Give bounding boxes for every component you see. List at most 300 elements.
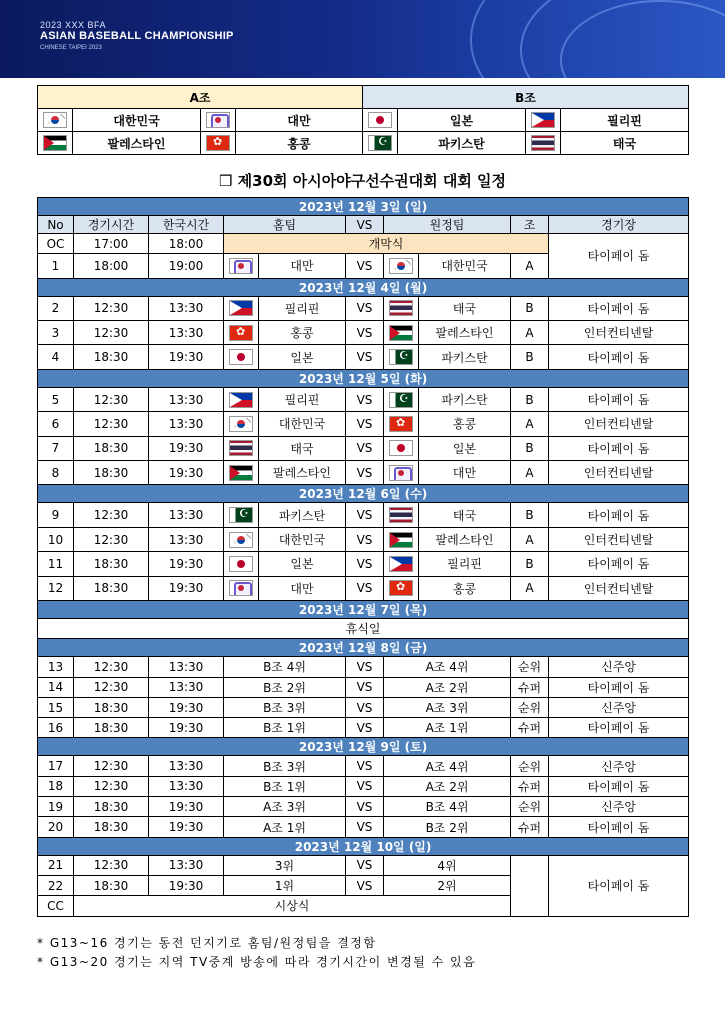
home-team: 3위 xyxy=(224,855,346,875)
game-time: 12:30 xyxy=(74,855,149,875)
game-no: 9 xyxy=(38,503,74,527)
away-team: 홍콩 xyxy=(419,412,511,436)
home-team: 대한민국 xyxy=(259,527,346,551)
ps-flag-icon xyxy=(43,135,67,151)
game-time: 18:30 xyxy=(74,436,149,460)
korea-time: 13:30 xyxy=(149,657,224,677)
game-venue: 인터컨티넨탈 xyxy=(549,412,689,436)
col-vs: VS xyxy=(346,216,384,234)
home-team: 홍콩 xyxy=(259,321,346,345)
vs-label: VS xyxy=(346,697,384,717)
away-team: A조 2위 xyxy=(384,776,511,796)
note-1: * G13~16 경기는 동전 던지기로 홈팀/원정팀을 결정함 xyxy=(37,936,377,950)
vs-label: VS xyxy=(346,657,384,677)
th-flag-icon xyxy=(531,135,555,151)
away-team: A조 1위 xyxy=(384,718,511,738)
flag-cell xyxy=(224,296,259,320)
game-no: 16 xyxy=(38,718,74,738)
header-banner xyxy=(0,0,725,78)
jp-flag-icon xyxy=(229,349,253,365)
flag-cell xyxy=(224,503,259,527)
group-table xyxy=(37,85,689,155)
kr-flag-icon xyxy=(389,258,413,274)
flag-cell xyxy=(224,576,259,600)
vs-label: VS xyxy=(346,677,384,697)
day-header: 2023년 12월 9일 (토) xyxy=(38,738,689,756)
game-row xyxy=(38,797,689,817)
away-team: 2위 xyxy=(384,875,511,895)
game-no: 1 xyxy=(38,254,74,278)
game-time: 12:30 xyxy=(74,387,149,411)
day-header-row xyxy=(38,278,689,296)
game-venue: 타이페이 돔 xyxy=(549,503,689,527)
game-no: 15 xyxy=(38,697,74,717)
korea-time: 19:30 xyxy=(149,552,224,576)
vs-label: VS xyxy=(346,756,384,776)
game-no: 17 xyxy=(38,756,74,776)
banner-year: 2023 XXX BFA xyxy=(40,20,107,30)
rest-row xyxy=(38,618,689,638)
game-venue: 타이페이 돔 xyxy=(549,776,689,796)
day-header-row xyxy=(38,738,689,756)
game-group: B xyxy=(511,345,549,369)
day-header: 2023년 12월 4일 (월) xyxy=(38,278,689,296)
ps-flag-icon xyxy=(389,325,413,341)
game-row xyxy=(38,527,689,551)
game-time: 18:30 xyxy=(74,697,149,717)
game-venue: 타이페이 돔 xyxy=(549,296,689,320)
game-no: 10 xyxy=(38,527,74,551)
game-venue: 신주앙 xyxy=(549,697,689,717)
flag-cell xyxy=(384,436,419,460)
col-game-time: 경기시간 xyxy=(74,216,149,234)
game-venue: 타이페이 돔 xyxy=(549,345,689,369)
day-header: 2023년 12월 5일 (화) xyxy=(38,369,689,387)
day-header-row xyxy=(38,198,689,216)
korea-time: 19:00 xyxy=(149,254,224,278)
away-team: 필리핀 xyxy=(419,552,511,576)
kr-flag-icon xyxy=(229,532,253,548)
korea-time: 13:30 xyxy=(149,387,224,411)
game-no: 22 xyxy=(38,875,74,895)
game-no: 21 xyxy=(38,855,74,875)
game-time: 12:30 xyxy=(74,677,149,697)
flag-cell xyxy=(384,387,419,411)
korea-time: 13:30 xyxy=(149,296,224,320)
home-team: 일본 xyxy=(259,552,346,576)
game-no: 11 xyxy=(38,552,74,576)
group-team-name: 파키스탄 xyxy=(398,132,526,155)
game-time: 17:00 xyxy=(74,234,149,254)
flag-cell xyxy=(384,321,419,345)
pk-flag-icon xyxy=(389,392,413,408)
game-venue: 타이페이 돔 xyxy=(549,552,689,576)
game-venue: 타이페이 돔 xyxy=(549,817,689,837)
game-row xyxy=(38,387,689,411)
home-team: 1위 xyxy=(224,875,346,895)
group-team-name: 홍콩 xyxy=(236,132,363,155)
game-group: 슈퍼 xyxy=(511,718,549,738)
banner-subtitle: CHINESE TAIPEI 2023 xyxy=(40,45,102,51)
away-team: 4위 xyxy=(384,855,511,875)
game-time: 18:30 xyxy=(74,718,149,738)
th-flag-icon xyxy=(229,440,253,456)
flag-cell xyxy=(224,461,259,485)
opening-row xyxy=(38,234,689,254)
flag-cell xyxy=(384,461,419,485)
note-2: * G13~20 경기는 지역 TV중계 방송에 따라 경기시간이 변경될 수 있음 xyxy=(37,955,477,969)
hk-flag-icon xyxy=(206,135,230,151)
away-team: A조 4위 xyxy=(384,756,511,776)
game-time: 18:30 xyxy=(74,461,149,485)
game-group: A xyxy=(511,527,549,551)
game-group: B xyxy=(511,436,549,460)
game-no: 6 xyxy=(38,412,74,436)
away-team: B조 4위 xyxy=(384,797,511,817)
flag-cell xyxy=(38,109,73,132)
jp-flag-icon xyxy=(389,440,413,456)
game-time: 18:30 xyxy=(74,797,149,817)
away-team: A조 3위 xyxy=(384,697,511,717)
game-row xyxy=(38,461,689,485)
group-team-name: 필리핀 xyxy=(561,109,689,132)
day-header-row xyxy=(38,837,689,855)
game-no: 8 xyxy=(38,461,74,485)
day-header-row xyxy=(38,600,689,618)
game-group xyxy=(511,855,549,916)
game-group: B xyxy=(511,552,549,576)
vs-label: VS xyxy=(346,855,384,875)
korea-time: 19:30 xyxy=(149,461,224,485)
game-row xyxy=(38,756,689,776)
vs-label: VS xyxy=(346,527,384,551)
game-no: 14 xyxy=(38,677,74,697)
korea-time: 13:30 xyxy=(149,855,224,875)
group-b-label: B조 xyxy=(363,86,689,109)
korea-time: 19:30 xyxy=(149,797,224,817)
away-team: 대만 xyxy=(419,461,511,485)
game-group: 순위 xyxy=(511,697,549,717)
korea-time: 19:30 xyxy=(149,697,224,717)
game-no: CC xyxy=(38,896,74,916)
vs-label: VS xyxy=(346,503,384,527)
kr-flag-icon xyxy=(229,416,253,432)
day-header: 2023년 12월 8일 (금) xyxy=(38,639,689,657)
vs-label: VS xyxy=(346,254,384,278)
jp-flag-icon xyxy=(368,112,392,128)
game-no: OC xyxy=(38,234,74,254)
game-group: B xyxy=(511,503,549,527)
vs-label: VS xyxy=(346,387,384,411)
closing-ceremony: 시상식 xyxy=(74,896,511,916)
home-team: 파키스탄 xyxy=(259,503,346,527)
korea-time: 13:30 xyxy=(149,756,224,776)
kr-flag-icon xyxy=(43,112,67,128)
th-flag-icon xyxy=(389,300,413,316)
game-row xyxy=(38,657,689,677)
flag-cell xyxy=(384,576,419,600)
flag-cell xyxy=(384,412,419,436)
game-time: 12:30 xyxy=(74,527,149,551)
away-team: 팔레스타인 xyxy=(419,527,511,551)
game-group: 슈퍼 xyxy=(511,817,549,837)
game-time: 12:30 xyxy=(74,321,149,345)
game-venue: 타이페이 돔 xyxy=(549,677,689,697)
flag-cell xyxy=(224,552,259,576)
hk-flag-icon xyxy=(229,325,253,341)
game-row xyxy=(38,436,689,460)
ps-flag-icon xyxy=(389,532,413,548)
hk-flag-icon xyxy=(389,416,413,432)
col-home: 홈팀 xyxy=(224,216,346,234)
game-time: 18:30 xyxy=(74,552,149,576)
home-team: B조 4위 xyxy=(224,657,346,677)
day-header-row xyxy=(38,639,689,657)
game-venue: 타이페이 돔 xyxy=(549,436,689,460)
home-team: B조 1위 xyxy=(224,776,346,796)
flag-cell xyxy=(201,109,236,132)
game-venue: 타이페이 돔 xyxy=(549,855,689,916)
tw-flag-icon xyxy=(206,112,230,128)
flag-cell xyxy=(224,436,259,460)
col-no: No xyxy=(38,216,74,234)
away-team: 홍콩 xyxy=(419,576,511,600)
away-team: A조 2위 xyxy=(384,677,511,697)
vs-label: VS xyxy=(346,345,384,369)
game-no: 3 xyxy=(38,321,74,345)
korea-time: 19:30 xyxy=(149,875,224,895)
day-header: 2023년 12월 3일 (일) xyxy=(38,198,689,216)
group-team-name: 대한민국 xyxy=(73,109,201,132)
game-time: 12:30 xyxy=(74,657,149,677)
home-team: B조 1위 xyxy=(224,718,346,738)
flag-cell xyxy=(224,321,259,345)
home-team: A조 3위 xyxy=(224,797,346,817)
away-team: A조 4위 xyxy=(384,657,511,677)
schedule-table xyxy=(37,197,689,917)
game-time: 12:30 xyxy=(74,756,149,776)
game-group: 슈퍼 xyxy=(511,776,549,796)
korea-time: 13:30 xyxy=(149,527,224,551)
game-venue: 타이페이 돔 xyxy=(549,234,689,279)
vs-label: VS xyxy=(346,797,384,817)
game-group: A xyxy=(511,412,549,436)
game-venue: 타이페이 돔 xyxy=(549,387,689,411)
home-team: 대한민국 xyxy=(259,412,346,436)
game-time: 12:30 xyxy=(74,776,149,796)
game-venue: 신주앙 xyxy=(549,657,689,677)
game-no: 12 xyxy=(38,576,74,600)
home-team: 팔레스타인 xyxy=(259,461,346,485)
home-team: B조 2위 xyxy=(224,677,346,697)
flag-cell xyxy=(384,552,419,576)
group-team-name: 태국 xyxy=(561,132,689,155)
home-team: 일본 xyxy=(259,345,346,369)
away-team: 일본 xyxy=(419,436,511,460)
vs-label: VS xyxy=(346,296,384,320)
game-venue: 신주앙 xyxy=(549,797,689,817)
game-time: 18:30 xyxy=(74,345,149,369)
game-group: B xyxy=(511,387,549,411)
korea-time: 13:30 xyxy=(149,677,224,697)
away-team: 파키스탄 xyxy=(419,387,511,411)
home-team: 필리핀 xyxy=(259,296,346,320)
vs-label: VS xyxy=(346,412,384,436)
game-group: 슈퍼 xyxy=(511,677,549,697)
flag-cell xyxy=(526,132,561,155)
tw-flag-icon xyxy=(229,580,253,596)
game-time: 12:30 xyxy=(74,412,149,436)
game-group: B xyxy=(511,296,549,320)
vs-label: VS xyxy=(346,552,384,576)
game-no: 19 xyxy=(38,797,74,817)
vs-label: VS xyxy=(346,875,384,895)
ph-flag-icon xyxy=(229,300,253,316)
korea-time: 13:30 xyxy=(149,776,224,796)
tw-flag-icon xyxy=(229,258,253,274)
rest-day: 휴식일 xyxy=(38,618,689,638)
game-venue: 인터컨티넨탈 xyxy=(549,321,689,345)
game-row xyxy=(38,345,689,369)
game-row xyxy=(38,677,689,697)
game-row xyxy=(38,296,689,320)
game-venue: 타이페이 돔 xyxy=(549,718,689,738)
ps-flag-icon xyxy=(229,465,253,481)
korea-time: 19:30 xyxy=(149,436,224,460)
flag-cell xyxy=(224,412,259,436)
away-team: B조 2위 xyxy=(384,817,511,837)
flag-cell xyxy=(201,132,236,155)
vs-label: VS xyxy=(346,576,384,600)
day-header-row xyxy=(38,485,689,503)
vs-label: VS xyxy=(346,436,384,460)
korea-time: 19:30 xyxy=(149,345,224,369)
away-team: 파키스탄 xyxy=(419,345,511,369)
home-team: 태국 xyxy=(259,436,346,460)
away-team: 태국 xyxy=(419,503,511,527)
game-no: 5 xyxy=(38,387,74,411)
game-no: 7 xyxy=(38,436,74,460)
pk-flag-icon xyxy=(229,507,253,523)
notes xyxy=(37,934,476,972)
game-group: 순위 xyxy=(511,756,549,776)
tw-flag-icon xyxy=(389,465,413,481)
game-row xyxy=(38,855,689,875)
game-group: A xyxy=(511,321,549,345)
flag-cell xyxy=(363,109,398,132)
banner-title: ASIAN BASEBALL CHAMPIONSHIP xyxy=(40,30,234,42)
game-row xyxy=(38,718,689,738)
korea-time: 19:30 xyxy=(149,718,224,738)
game-row xyxy=(38,412,689,436)
game-group: 순위 xyxy=(511,797,549,817)
game-group: 순위 xyxy=(511,657,549,677)
vs-label: VS xyxy=(346,817,384,837)
away-team: 팔레스타인 xyxy=(419,321,511,345)
korea-time: 19:30 xyxy=(149,817,224,837)
th-flag-icon xyxy=(389,507,413,523)
flag-cell xyxy=(384,527,419,551)
game-time: 18:30 xyxy=(74,875,149,895)
day-header: 2023년 12월 6일 (수) xyxy=(38,485,689,503)
page-title: ❒ 제30회 아시아야구선수권대회 대회 일정 xyxy=(218,172,507,190)
game-row xyxy=(38,697,689,717)
game-group: A xyxy=(511,461,549,485)
korea-time: 13:30 xyxy=(149,321,224,345)
flag-cell xyxy=(384,296,419,320)
game-no: 18 xyxy=(38,776,74,796)
day-header: 2023년 12월 10일 (일) xyxy=(38,837,689,855)
jp-flag-icon xyxy=(229,556,253,572)
pk-flag-icon xyxy=(389,349,413,365)
korea-time: 18:00 xyxy=(149,234,224,254)
group-team-name: 일본 xyxy=(398,109,526,132)
game-time: 18:30 xyxy=(74,817,149,837)
game-row xyxy=(38,817,689,837)
group-a-label: A조 xyxy=(38,86,363,109)
home-team: B조 3위 xyxy=(224,697,346,717)
home-team: 대만 xyxy=(259,254,346,278)
game-group: A xyxy=(511,254,549,278)
vs-label: VS xyxy=(346,321,384,345)
flag-cell xyxy=(384,345,419,369)
game-venue: 인터컨티넨탈 xyxy=(549,461,689,485)
korea-time: 13:30 xyxy=(149,412,224,436)
game-no: 4 xyxy=(38,345,74,369)
game-no: 2 xyxy=(38,296,74,320)
away-team: 태국 xyxy=(419,296,511,320)
game-time: 18:00 xyxy=(74,254,149,278)
game-venue: 신주앙 xyxy=(549,756,689,776)
game-venue: 인터컨티넨탈 xyxy=(549,576,689,600)
vs-label: VS xyxy=(346,776,384,796)
day-header: 2023년 12월 7일 (목) xyxy=(38,600,689,618)
col-group: 조 xyxy=(511,216,549,234)
flag-cell xyxy=(384,254,419,278)
flag-cell xyxy=(224,345,259,369)
game-time: 18:30 xyxy=(74,576,149,600)
home-team: 필리핀 xyxy=(259,387,346,411)
pk-flag-icon xyxy=(368,135,392,151)
home-team: 대만 xyxy=(259,576,346,600)
opening-ceremony: 개막식 xyxy=(224,234,549,254)
game-time: 12:30 xyxy=(74,296,149,320)
game-row xyxy=(38,321,689,345)
game-row xyxy=(38,576,689,600)
game-no: 13 xyxy=(38,657,74,677)
ph-flag-icon xyxy=(229,392,253,408)
flag-cell xyxy=(224,387,259,411)
flag-cell xyxy=(526,109,561,132)
ph-flag-icon xyxy=(531,112,555,128)
group-team-name: 팔레스타인 xyxy=(73,132,201,155)
game-row xyxy=(38,776,689,796)
col-venue: 경기장 xyxy=(549,216,689,234)
vs-label: VS xyxy=(346,461,384,485)
away-team: 대한민국 xyxy=(419,254,511,278)
column-header-row xyxy=(38,216,689,234)
ph-flag-icon xyxy=(389,556,413,572)
day-header-row xyxy=(38,369,689,387)
game-group: A xyxy=(511,576,549,600)
game-venue: 인터컨티넨탈 xyxy=(549,527,689,551)
flag-cell xyxy=(224,527,259,551)
group-team-name: 대만 xyxy=(236,109,363,132)
game-row xyxy=(38,552,689,576)
col-away: 원정팀 xyxy=(384,216,511,234)
game-no: 20 xyxy=(38,817,74,837)
flag-cell xyxy=(384,503,419,527)
